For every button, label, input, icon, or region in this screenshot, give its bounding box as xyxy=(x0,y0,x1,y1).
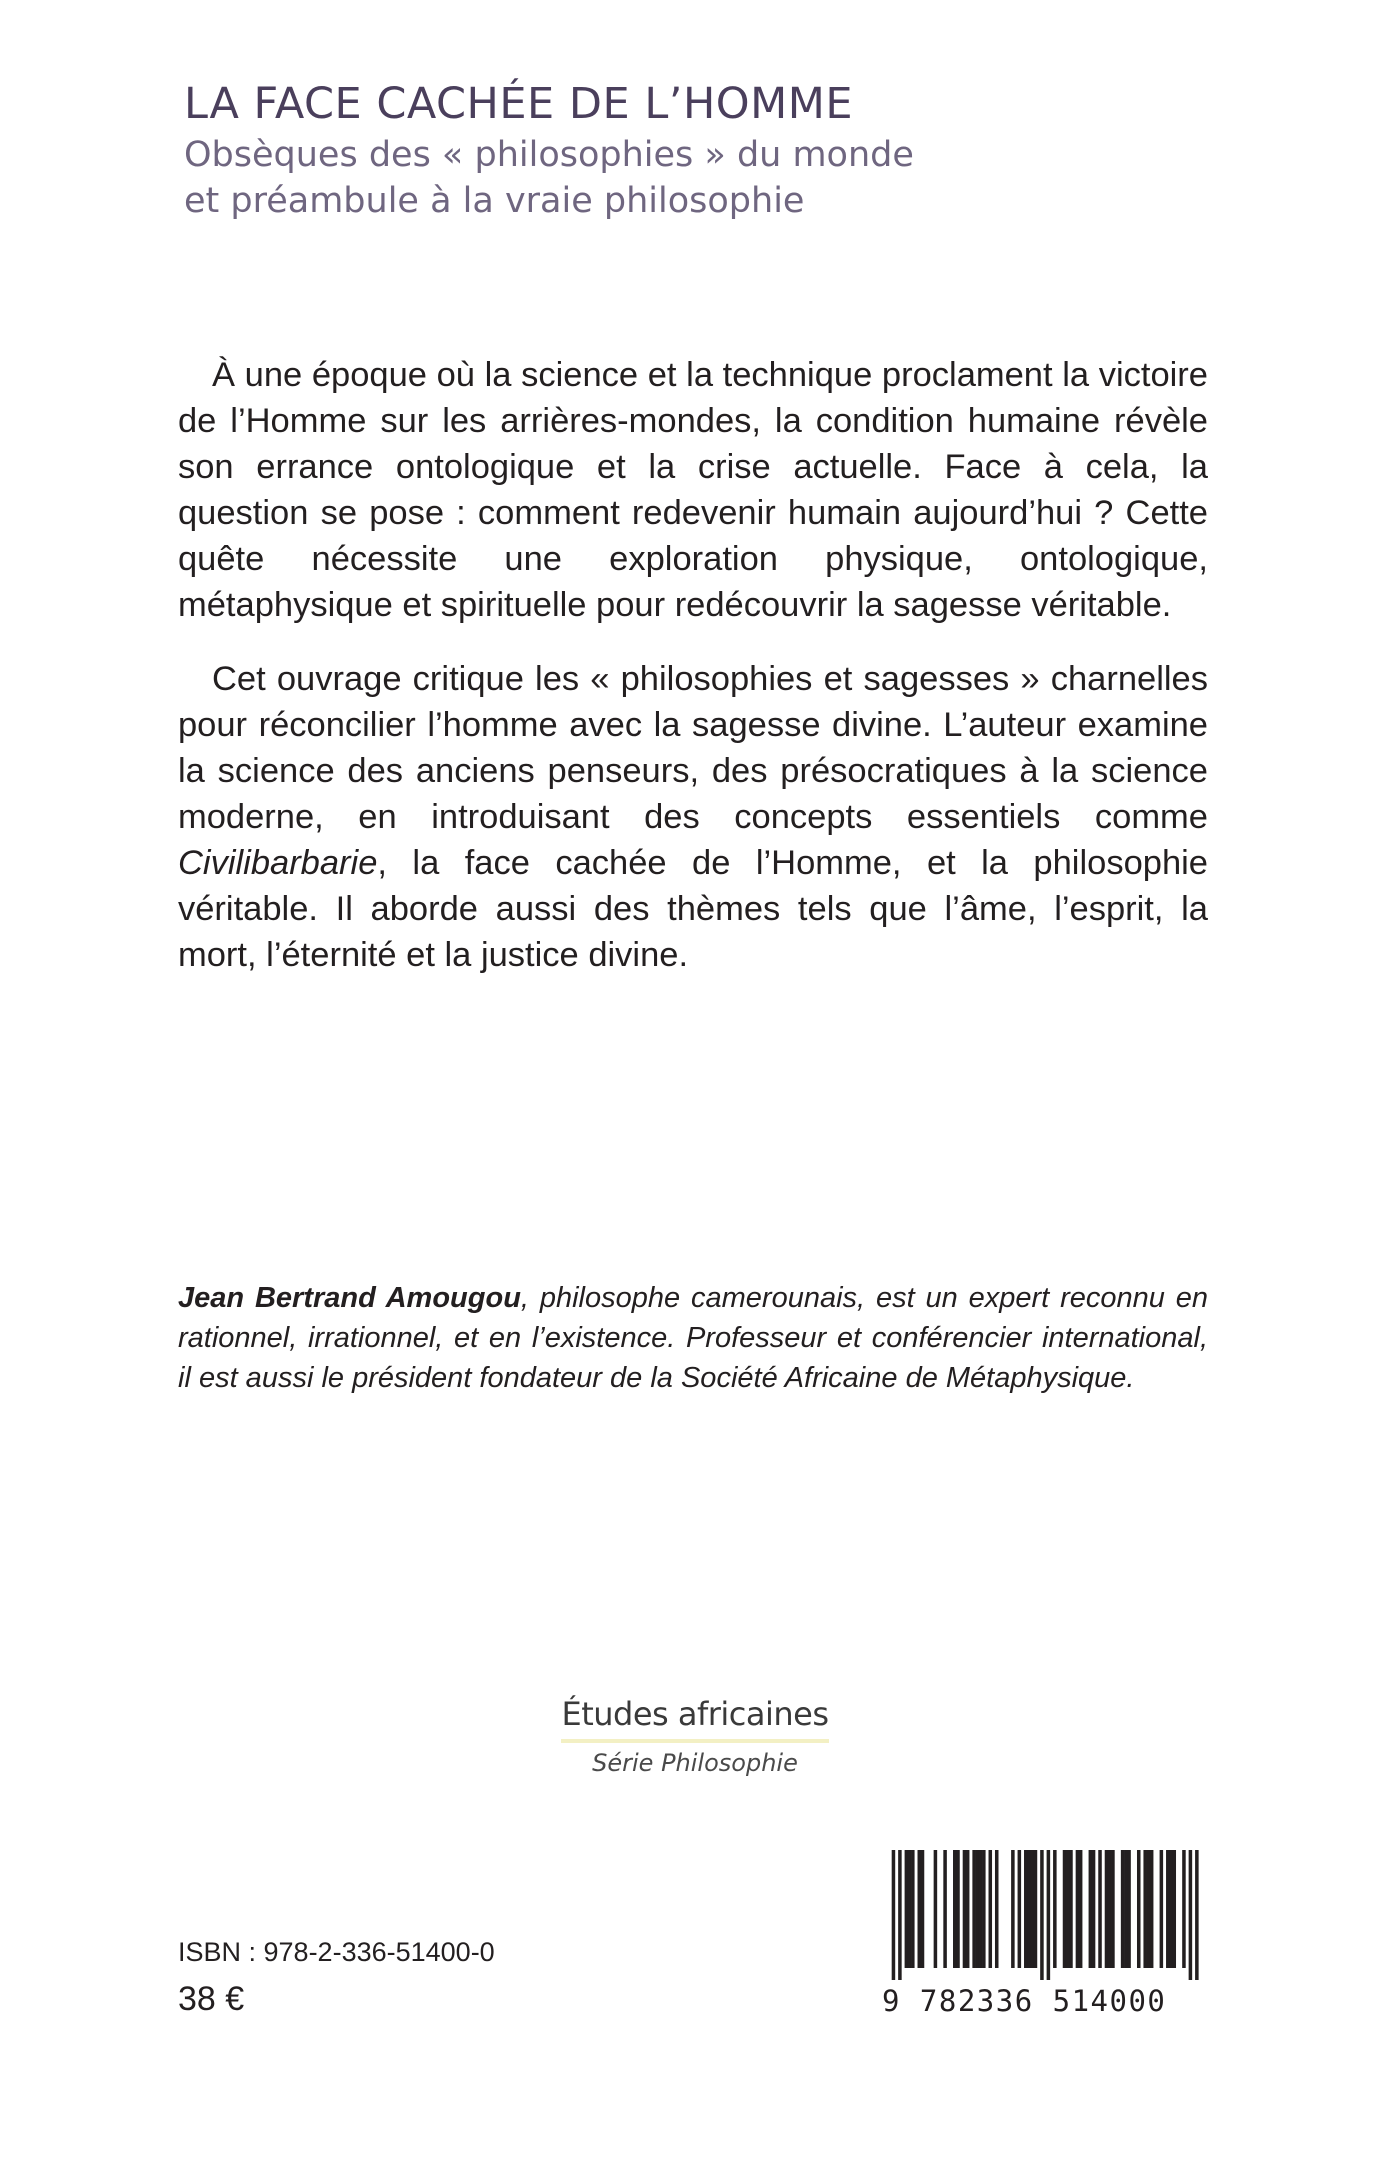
book-subtitle xyxy=(184,132,1244,224)
barcode-bar xyxy=(972,1850,976,1968)
blurb-paragraph-2-start: Cet ouvrage critique les « philosophies et sagesses » charnelles pour réconcilier l’homme avec la sagesse divine. L’auteur examine la science des anciens penseurs, des présocratiques à la science moderne, en introduisant des concepts essentiels comme xyxy=(178,660,1208,836)
barcode-bar xyxy=(911,1850,915,1968)
series-subseries: Série Philosophie xyxy=(592,1749,798,1777)
barcode-bar xyxy=(1137,1850,1141,1968)
barcode-bar xyxy=(1121,1850,1125,1968)
barcode-bar xyxy=(1150,1850,1154,1968)
barcode-bar xyxy=(1069,1850,1073,1968)
barcode-bar xyxy=(979,1850,983,1968)
barcode-bar xyxy=(982,1850,986,1968)
barcode-digits: 9 782336 514000 xyxy=(882,1984,1167,2018)
barcode-bar xyxy=(943,1850,947,1968)
barcode-bar xyxy=(1124,1850,1128,1968)
barcode-bar xyxy=(1147,1850,1151,1968)
blurb-emphasis: Civilibarbarie xyxy=(178,844,378,882)
barcode-bar xyxy=(908,1850,912,1968)
barcode-bar xyxy=(921,1850,925,1968)
barcode-bar xyxy=(995,1850,999,1968)
barcode-bar xyxy=(1160,1850,1164,1968)
barcode-bar xyxy=(1092,1850,1096,1968)
barcode-bar xyxy=(1018,1850,1022,1968)
barcode-bar xyxy=(1111,1850,1115,1968)
barcode-bar xyxy=(1166,1850,1170,1968)
barcode-bars xyxy=(882,1850,1208,1980)
barcode-bar xyxy=(1079,1850,1083,1968)
barcode-bar xyxy=(905,1850,909,1968)
barcode-bar xyxy=(953,1850,957,1968)
barcode-bar xyxy=(934,1850,938,1968)
barcode-bar xyxy=(1182,1850,1186,1968)
barcode-bar xyxy=(1047,1850,1051,1980)
publication-info xyxy=(178,1935,495,2021)
book-blurb xyxy=(178,352,1208,1006)
barcode-bar xyxy=(1098,1850,1102,1968)
series-name: Études africaines xyxy=(561,1695,828,1743)
barcode-bar xyxy=(1011,1850,1015,1968)
author-bio-text: , philosophe camerounais, est un expert reconnu en rationnel, irrationnel, et en l’existence. Professeur et conférencier international, il est aussi le président fondateur de la Société Africaine de Métaphysique. xyxy=(178,1282,1208,1394)
barcode-bar xyxy=(976,1850,980,1968)
subtitle-line-1: Obsèques des « philosophies » du monde xyxy=(184,135,914,175)
barcode-bar xyxy=(1189,1850,1193,1980)
author-bio xyxy=(178,1278,1208,1398)
isbn: ISBN : 978-2-336-51400-0 xyxy=(178,1937,495,1967)
blurb-paragraph-2-end: , la face cachée de l’Homme, et la philosophie véritable. Il aborde aussi des thèmes tels que l’âme, l’esprit, la mort, l’éternité et la justice divine. xyxy=(178,844,1208,974)
barcode-bar xyxy=(892,1850,896,1980)
barcode-bar xyxy=(1195,1850,1199,1980)
book-title: LA FACE CACHÉE DE L’HOMME xyxy=(184,79,854,129)
barcode-bar xyxy=(1108,1850,1112,1968)
barcode-bar xyxy=(989,1850,993,1968)
barcode-bar xyxy=(918,1850,922,1968)
blurb-paragraph-2 xyxy=(178,656,1208,978)
barcode-bar xyxy=(1034,1850,1038,1968)
barcode-bar xyxy=(1066,1850,1070,1968)
barcode-bar xyxy=(1027,1850,1031,1968)
blurb-paragraph-1: À une époque où la science et la technique proclament la victoire de l’Homme sur les arrières-mondes, la condition humaine révèle son errance ontologique et la crise actuelle. Face à cela, la question se pose : comment redevenir humain aujourd’hui ? Cette quête nécessite une exploration physique, ontologique, métaphysique et spirituelle pour redécouvrir la sagesse véritable. xyxy=(178,356,1208,624)
subtitle-line-2: et préambule à la vraie philosophie xyxy=(184,181,805,221)
barcode-bar xyxy=(1076,1850,1080,1968)
author-name: Jean Bertrand Amougou xyxy=(178,1282,521,1314)
barcode-bar xyxy=(1024,1850,1028,1968)
series-logo xyxy=(560,1695,830,1777)
cover-header xyxy=(184,78,1244,224)
barcode-bar xyxy=(1169,1850,1173,1968)
barcode-bar xyxy=(1063,1850,1067,1968)
barcode-bar xyxy=(1040,1850,1044,1980)
barcode-bar xyxy=(1127,1850,1131,1968)
barcode-bar xyxy=(1143,1850,1147,1968)
price: 38 € xyxy=(178,1980,245,2018)
barcode-bar xyxy=(1105,1850,1109,1968)
barcode-bar xyxy=(963,1850,967,1968)
barcode-bar xyxy=(1172,1850,1176,1968)
barcode-bar xyxy=(956,1850,960,1968)
barcode-bar xyxy=(1030,1850,1034,1968)
barcode-bar xyxy=(966,1850,970,1968)
barcode-bar xyxy=(1053,1850,1057,1968)
barcode-bar xyxy=(1089,1850,1093,1968)
barcode-bar xyxy=(898,1850,902,1980)
